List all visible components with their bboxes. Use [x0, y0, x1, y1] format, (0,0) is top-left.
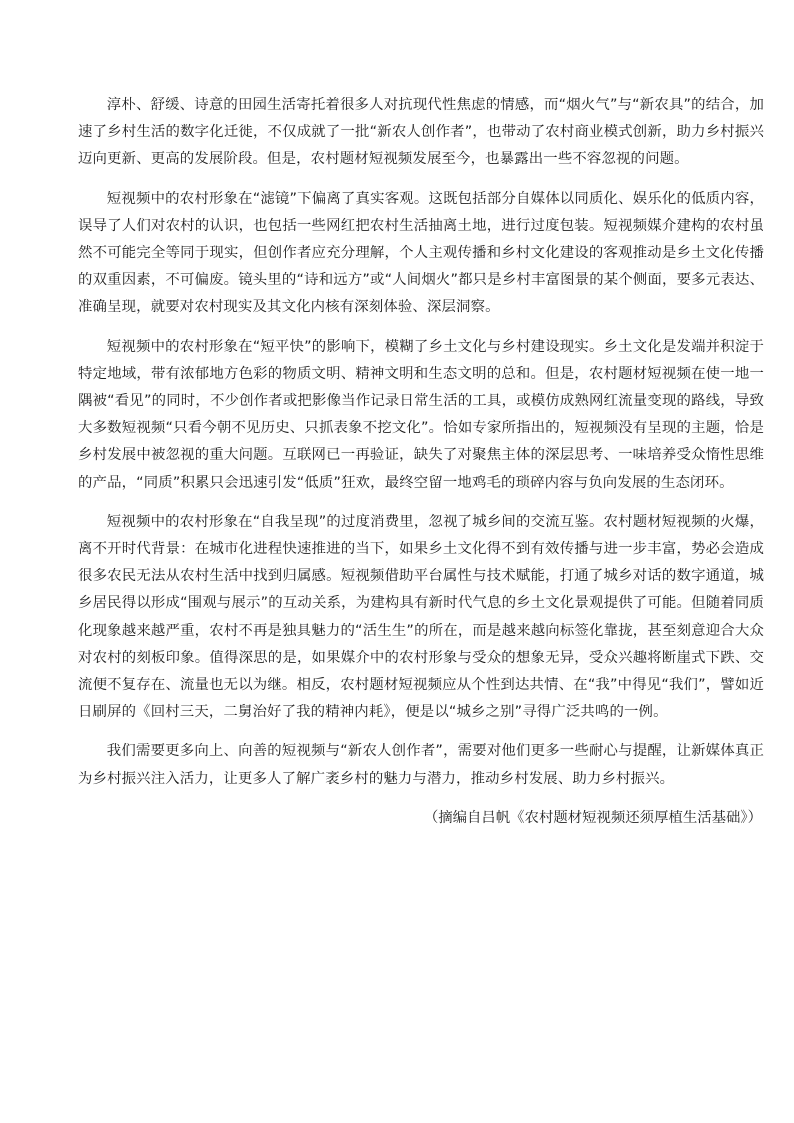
paragraph-1: 淳朴、舒缓、诗意的田园生活寄托着很多人对抗现代性焦虑的情感，而“烟火气”与“新农具”的结合，加速了乡村生活的数字化迁徙，不仅成就了一批“新农人创作者”，也带动了农村商业模式创新，助力乡村振兴迈向更新、更高的发展阶段。但是，农村题材短视频发展至今，也暴露出一些不容忽视的问题。 [78, 97, 764, 168]
source-citation: （摘编自吕帆《农村题材短视频还须厚植生活基础》） [423, 809, 762, 826]
article [78, 92, 764, 831]
paragraph-5: 我们需要更多向上、向善的短视频与“新农人创作者”，需要对他们更多一些耐心与提醒，让新媒体真正为乡村振兴注入活力，让更多人了解广袤乡村的魅力与潜力，推动乡村发展、助力乡村振兴。 [78, 743, 764, 787]
paragraph-3: 短视频中的农村形象在“短平快”的影响下，模糊了乡土文化与乡村建设现实。乡土文化是发端并积淀于特定地域，带有浓郁地方色彩的物质文明、精神文明和生态文明的总和。但是，农村题材短视频在使一地一隅被“看见”的同时，不少创作者或把影像当作记录日常生活的工具，或模仿成熟网红流量变现的路线，导致大多数短视频“只看今朝不见历史、只抓表象不挖文化”。恰如专家所指出的，短视频没有呈现的主题，恰是乡村发展中被忽视的重大问题。互联网已一再验证，缺失了对聚焦主体的深层思考、一味培养受众惰性思维的产品，“同质”积累只会迅速引发“低质”狂欢，最终空留一地鸡毛的琐碎内容与负向发展的生态闭环。 [78, 338, 764, 491]
paragraph-2: 短视频中的农村形象在“滤镜”下偏离了真实客观。这既包括部分自媒体以同质化、娱乐化的低质内容，误导了人们对农村的认识，也包括一些网红把农村生活抽离土地，进行过度包装。短视频媒介建构的农村虽然不可能完全等同于现实，但创作者应充分理解，个人主观传播和乡村文化建设的客观推动是乡土文化传播的双重因素，不可偏废。镜头里的“诗和远方”或“人间烟火”都只是乡村丰富图景的某个侧面，要多元表达、准确呈现，就要对农村现实及其文化内核有深刻体验、深层洞察。 [78, 190, 764, 316]
paragraph-4: 短视频中的农村形象在“自我呈现”的过度消费里，忽视了城乡间的交流互鉴。农村题材短视频的火爆，离不开时代背景：在城市化进程快速推进的当下，如果乡土文化得不到有效传播与进一步丰富，势必会造成很多农民无法从农村生活中找到归属感。短视频借助平台属性与技术赋能，打通了城乡对话的数字通道，城乡居民得以形成“围观与展示”的互动关系，为建构具有新时代气息的乡土文化景观提供了可能。但随着同质化现象越来越严重，农村不再是独具魅力的“活生生”的所在，而是越来越向标签化靠拢，甚至刻意迎合大众对农村的刻板印象。值得深思的是，如果媒介中的农村形象与受众的想象无异，受众兴趣将断崖式下跌、交流便不复存在、流量也无以为继。相反，农村题材短视频应从个性到达共情、在“我”中得见“我们”，譬如近日刷屏的《回村三天，二舅治好了我的精神内耗》，便是以“城乡之别”寻得广泛共鸣的一例。 [78, 513, 764, 721]
